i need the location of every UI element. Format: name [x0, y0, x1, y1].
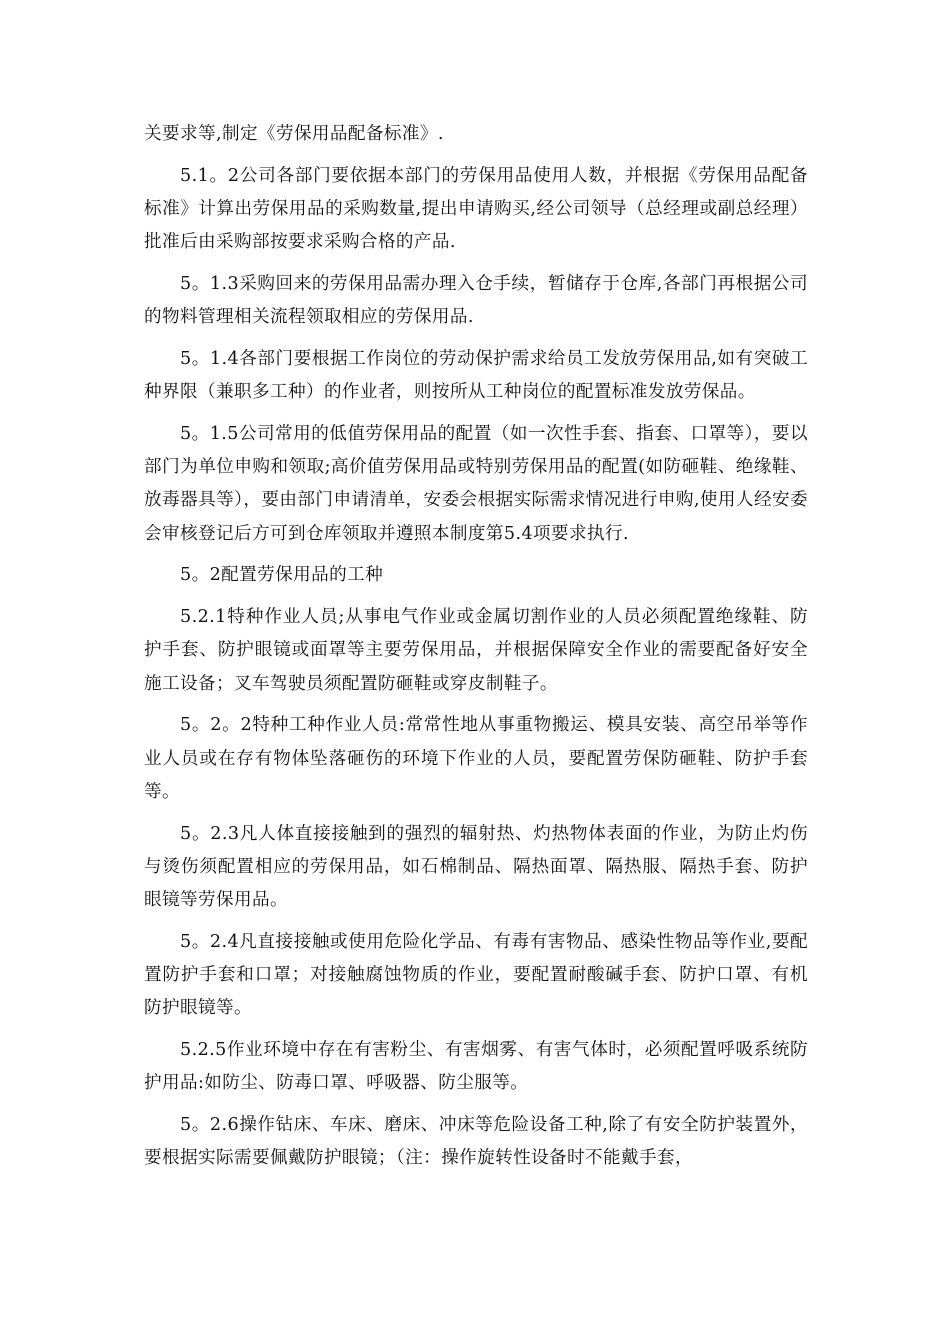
- paragraph-1: 关要求等,制定《劳保用品配备标准》.: [144, 124, 444, 144]
- paragraph-5-2-1: 5.2.1特种作业人员;从事电气作业或金属切割作业的人员必须配置绝缘鞋、防护手套、防护眼镜或面罩等主要劳保用品，并根据保障安全作业的需要配备好安全施工设备；叉车驾驶员须配置防砸鞋或穿皮制鞋子。: [144, 607, 808, 694]
- paragraph-5-2-5: 5.2.5作业环境中存在有害粉尘、有害烟雾、有害气体时，必须配置呼吸系统防护用品:如防尘、防毒口罩、呼吸器、防尘服等。: [144, 1040, 808, 1094]
- paragraph-5-2-4: 5。2.4凡直接接触或使用危险化学品、有毒有害物品、感染性物品等作业,要配置防护手套和口罩；对接触腐蚀物质的作业，要配置耐酸碱手套、防护口罩、有机防护眼镜等。: [144, 931, 808, 1019]
- paragraph-5-1-5: 5。1.5公司常用的低值劳保用品的配置（如一次性手套、指套、口罩等），要以部门为单位申购和领取;高价值劳保用品或特别劳保用品的配置(如防砸鞋、绝缘鞋、放毒器具等），要由部门申请清单，安委会根据实际需求情况进行申购,使用人经安委会审核登记后方可到仓库领取并遵照本制度第5.4项要求执行.: [144, 424, 808, 544]
- document-body: [144, 118, 808, 1184]
- paragraph-5-1-2: 5.1。2公司各部门要依据本部门的劳保用品使用人数，并根据《劳保用品配备标准》计算出劳保用品的采购数量,提出申请购买,经公司领导（总经理或副总经理）批准后由采购部按要求采购合格的产品.: [144, 165, 808, 253]
- paragraph-5-2-6: 5。2.6操作钻床、车床、磨床、冲床等危险设备工种,除了有安全防护装置外，要根据实际需要佩戴防护眼镜；（注：操作旋转性设备时不能戴手套，: [144, 1115, 808, 1169]
- paragraph-5-1-4: 5。1.4各部门要根据工作岗位的劳动保护需求给员工发放劳保用品,如有突破工种界限（兼职多工种）的作业者，则按所从工种岗位的配置标准发放劳保品。: [144, 349, 808, 403]
- paragraph-5-2-2: 5。2。2特种工种作业人员:常常性地从事重物搬运、模具安装、高空吊举等作业人员或在存有物体坠落砸伤的环境下作业的人员，要配置劳保防砸鞋、防护手套等。: [144, 715, 808, 802]
- paragraph-5-1-3: 5。1.3采购回来的劳保用品需办理入仓手续，暂储存于仓库,各部门再根据公司的物料管理相关流程领取相应的劳保用品.: [144, 274, 808, 328]
- heading-5-2: 5。2配置劳保用品的工种: [180, 565, 384, 586]
- paragraph-5-2-3: 5。2.3凡人体直接接触到的强烈的辐射热、灼热物体表面的作业，为防止灼伤与烫伤须配置相应的劳保用品，如石棉制品、隔热面罩、隔热服、隔热手套、防护眼镜等劳保用品。: [144, 823, 808, 911]
